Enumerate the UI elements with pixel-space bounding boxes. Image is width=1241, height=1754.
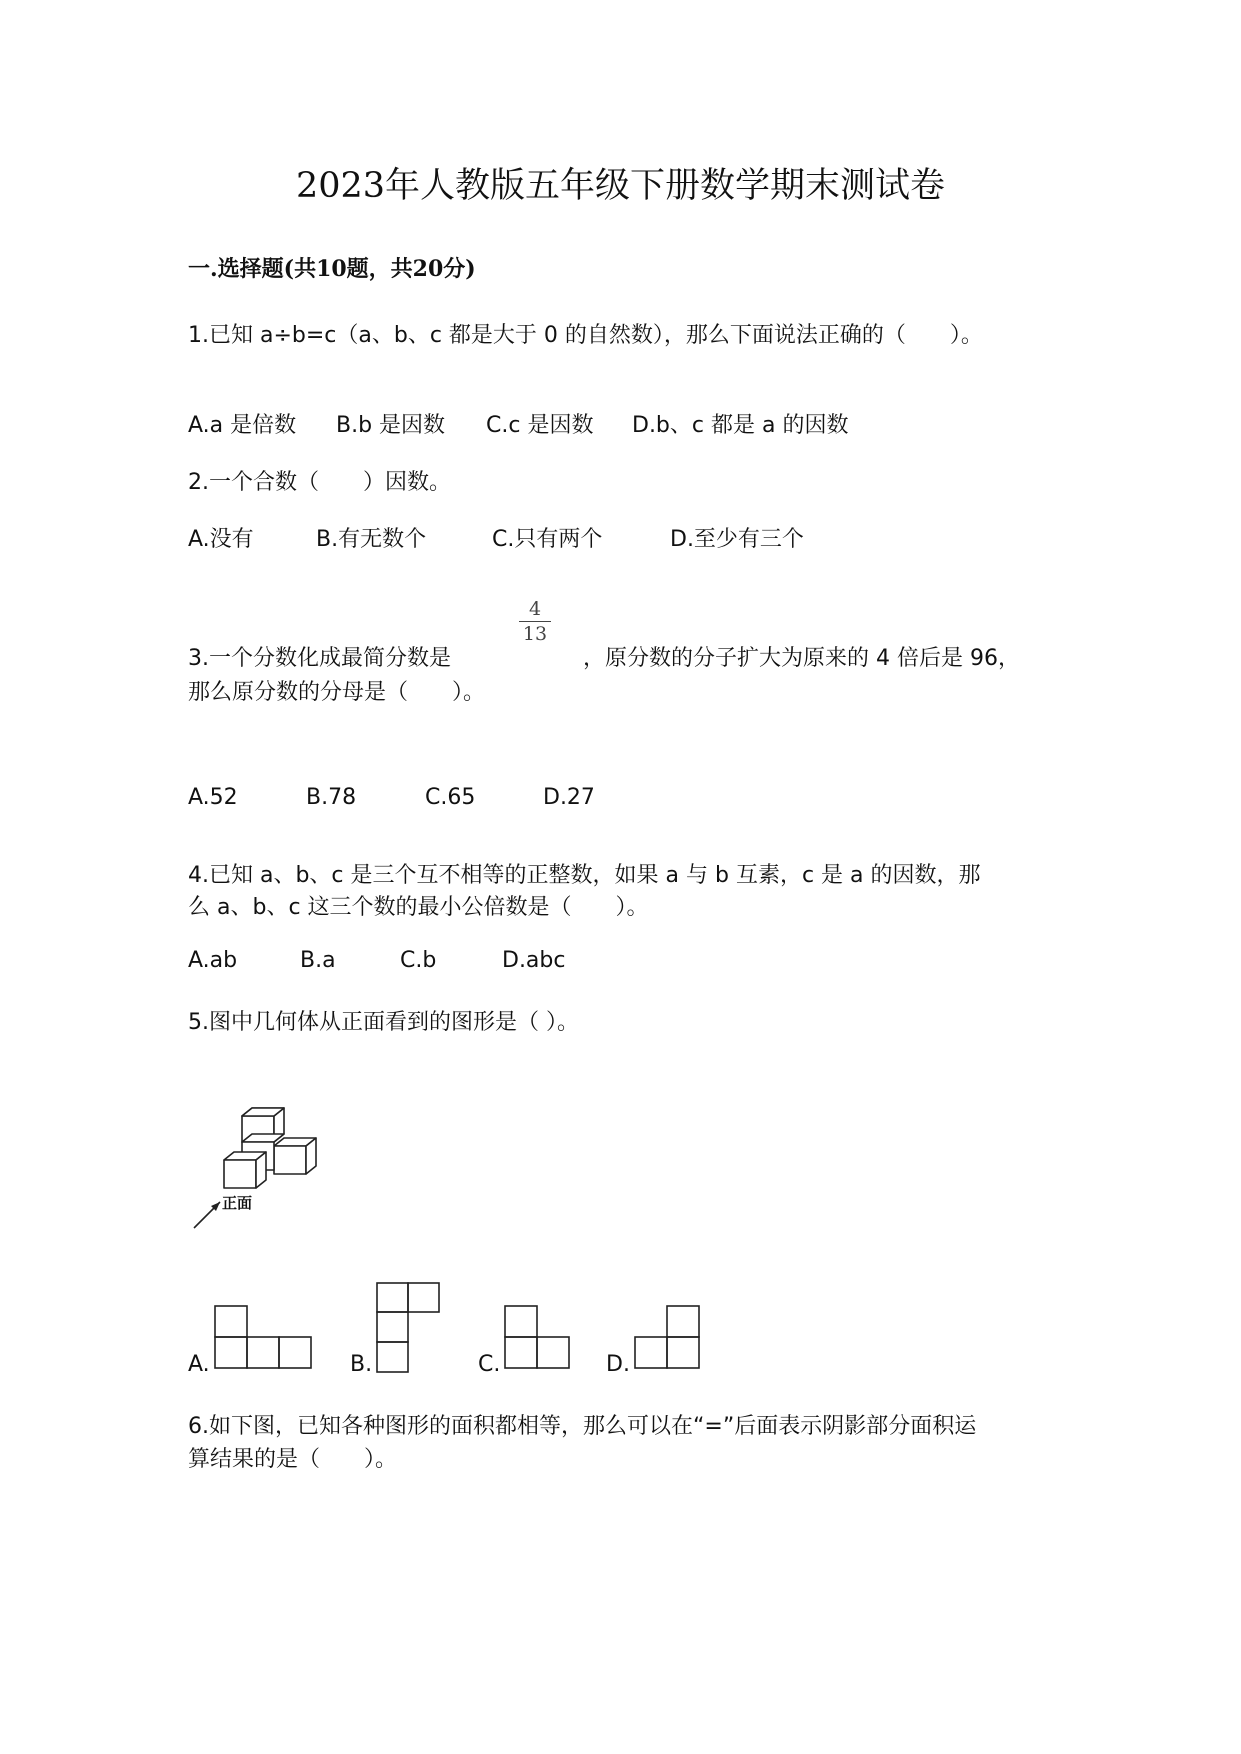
option-d-view-figure bbox=[634, 1305, 704, 1371]
question-2-option-d: D.至少有三个 bbox=[670, 527, 804, 552]
question-4-line1: 4.已知 a、b、c 是三个互不相等的正整数，如果 a 与 b 互素，c 是 a 的因数，那 bbox=[188, 863, 981, 888]
question-4-option-d: D.abc bbox=[502, 948, 566, 973]
question-3-text-before: 3.一个分数化成最简分数是 bbox=[188, 646, 451, 671]
option-a-view-figure bbox=[214, 1305, 314, 1371]
question-1-option-a: A.a 是倍数 bbox=[188, 413, 297, 438]
question-4-line2: 么 a、b、c 这三个数的最小公倍数是（ ）。 bbox=[188, 895, 649, 920]
question-6-line1: 6.如下图，已知各种图形的面积都相等，那么可以在“=”后面表示阴影部分面积运 bbox=[188, 1414, 977, 1439]
fraction-4-13 bbox=[515, 598, 555, 645]
question-1-option-d: D.b、c 都是 a 的因数 bbox=[632, 413, 849, 438]
question-4-option-b: B.a bbox=[300, 948, 336, 973]
front-label: 正面 bbox=[222, 1194, 253, 1212]
question-3-text-line2: 那么原分数的分母是（ ）。 bbox=[188, 680, 486, 705]
fraction-bar bbox=[519, 621, 551, 622]
question-1-text: 1.已知 a÷b=c（a、b、c 都是大于 0 的自然数），那么下面说法正确的（ ）。 bbox=[188, 323, 983, 348]
question-5-option-b-label: B. bbox=[350, 1352, 373, 1377]
question-3-option-b: B.78 bbox=[306, 785, 357, 810]
question-3-text-after: ，原分数的分子扩大为原来的 4 倍后是 96， bbox=[583, 646, 1020, 671]
question-5-option-a-label: A. bbox=[188, 1352, 210, 1377]
question-5-text: 5.图中几何体从正面看到的图形是（ ）。 bbox=[188, 1010, 579, 1035]
question-3-option-a: A.52 bbox=[188, 785, 238, 810]
question-2-option-c: C.只有两个 bbox=[492, 527, 603, 552]
question-4-option-a: A.ab bbox=[188, 948, 238, 973]
question-5-option-c-label: C. bbox=[478, 1352, 501, 1377]
page-title: 2023年人教版五年级下册数学期末测试卷 bbox=[295, 166, 946, 206]
cube-solid-figure bbox=[190, 1100, 330, 1230]
question-3-option-c: C.65 bbox=[425, 785, 476, 810]
option-c-view-figure bbox=[504, 1305, 574, 1371]
question-2-option-b: B.有无数个 bbox=[316, 527, 427, 552]
question-1-option-c: C.c 是因数 bbox=[486, 413, 594, 438]
fraction-denominator: 13 bbox=[522, 623, 548, 645]
question-2-text: 2.一个合数（ ）因数。 bbox=[188, 470, 451, 495]
option-b-view-figure bbox=[376, 1282, 442, 1374]
question-6-line2: 算结果的是（ ）。 bbox=[188, 1447, 398, 1472]
question-5-option-d-label: D. bbox=[606, 1352, 630, 1377]
section-heading: 一.选择题(共10题，共20分) bbox=[188, 256, 476, 282]
fraction-numerator: 4 bbox=[528, 598, 542, 620]
question-2-option-a: A.没有 bbox=[188, 527, 254, 552]
question-3-option-d: D.27 bbox=[543, 785, 595, 810]
question-1-option-b: B.b 是因数 bbox=[336, 413, 446, 438]
question-4-option-c: C.b bbox=[400, 948, 437, 973]
